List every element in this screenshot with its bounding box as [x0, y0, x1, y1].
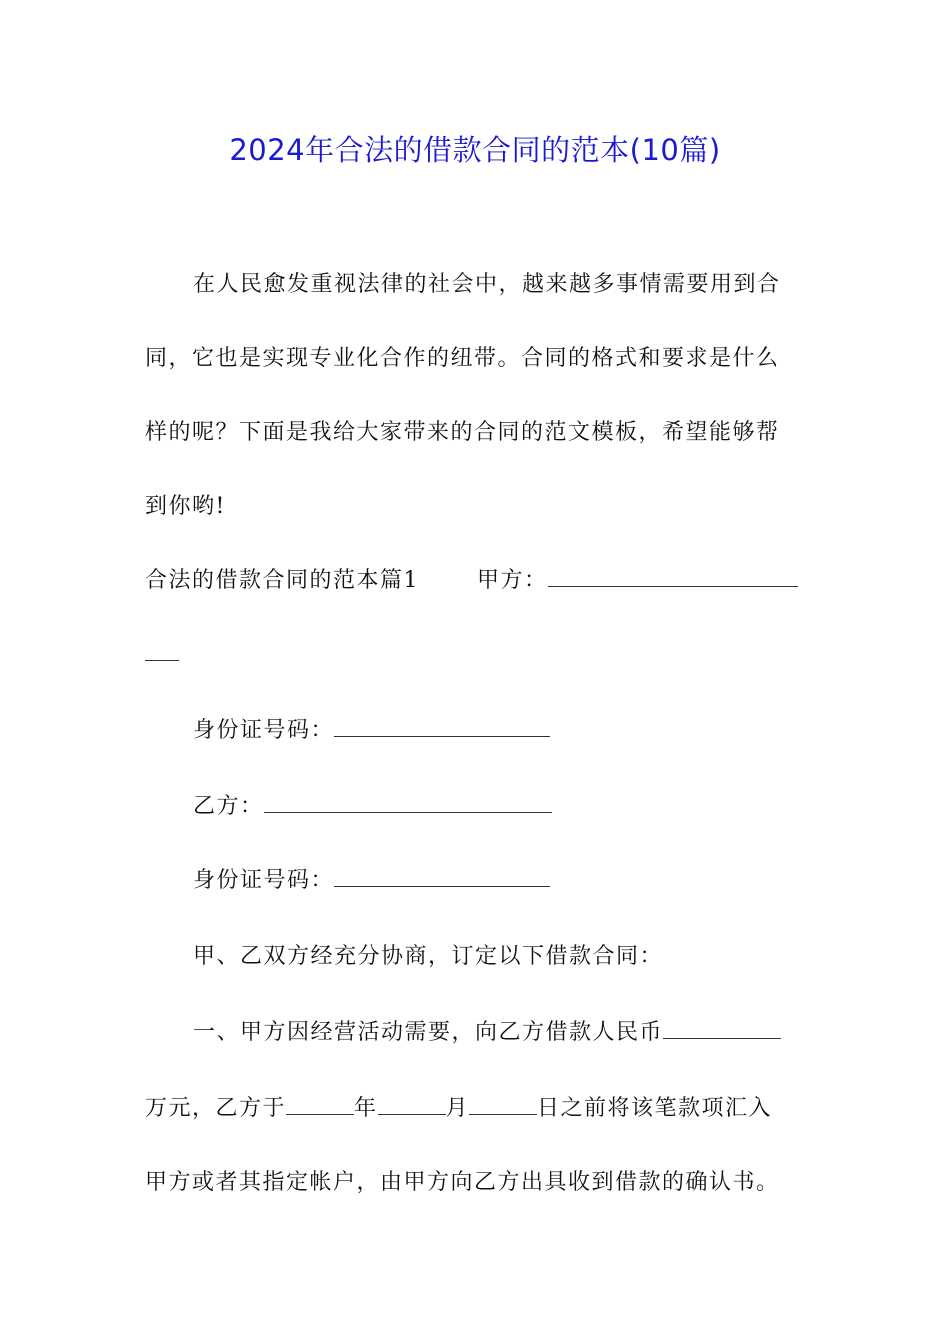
clause1-line-1 [193, 1018, 863, 1048]
section-heading: 合法的借款合同的范本篇1 [145, 568, 419, 593]
id-blank-b [334, 866, 550, 887]
document-title: 2024年合法的借款合同的范本(10篇) [229, 133, 721, 167]
month-blank [378, 1094, 446, 1115]
party-a-blank-continued [145, 640, 179, 661]
year-blank [286, 1094, 354, 1115]
clause1-line-2 [145, 1094, 815, 1124]
id-label-a: 身份证号码： [193, 718, 335, 743]
clause1-text-3: 日之前将该笔款项汇入 [537, 1096, 773, 1121]
year-label: 年 [354, 1096, 378, 1121]
intro-line-1: 在人民愈发重视法律的社会中，越来越多事情需要用到合 [193, 272, 781, 297]
day-blank [469, 1094, 537, 1115]
intro-line-4: 到你哟! [145, 494, 226, 519]
clause1-text-2: 万元，乙方于 [145, 1096, 287, 1121]
section-heading-row [145, 566, 815, 596]
party-b-row [193, 792, 863, 822]
intro-line-2: 同，它也是实现专业化合作的纽带。合同的格式和要求是什么 [145, 346, 780, 371]
id-label-b: 身份证号码： [193, 868, 335, 893]
id-row-a [193, 716, 863, 746]
id-blank-a [334, 716, 550, 737]
party-a-label: 甲方： [477, 568, 548, 593]
agreement-line: 甲、乙双方经充分协商，订定以下借款合同： [193, 944, 664, 969]
party-b-blank [264, 792, 552, 813]
party-a-blank [548, 566, 798, 587]
amount-blank [663, 1018, 781, 1039]
month-label: 月 [445, 1096, 470, 1121]
party-b-label: 乙方： [193, 794, 264, 819]
clause1-line-3: 甲方或者其指定帐户，由甲方向乙方出具收到借款的确认书。 [145, 1170, 780, 1195]
id-row-b [193, 866, 863, 896]
party-a-blank-continued-row [145, 640, 815, 670]
clause1-text-1: 一、甲方因经营活动需要，向乙方借款人民币 [193, 1020, 664, 1045]
intro-line-3: 样的呢？下面是我给大家带来的合同的范文模板，希望能够帮 [145, 420, 780, 445]
